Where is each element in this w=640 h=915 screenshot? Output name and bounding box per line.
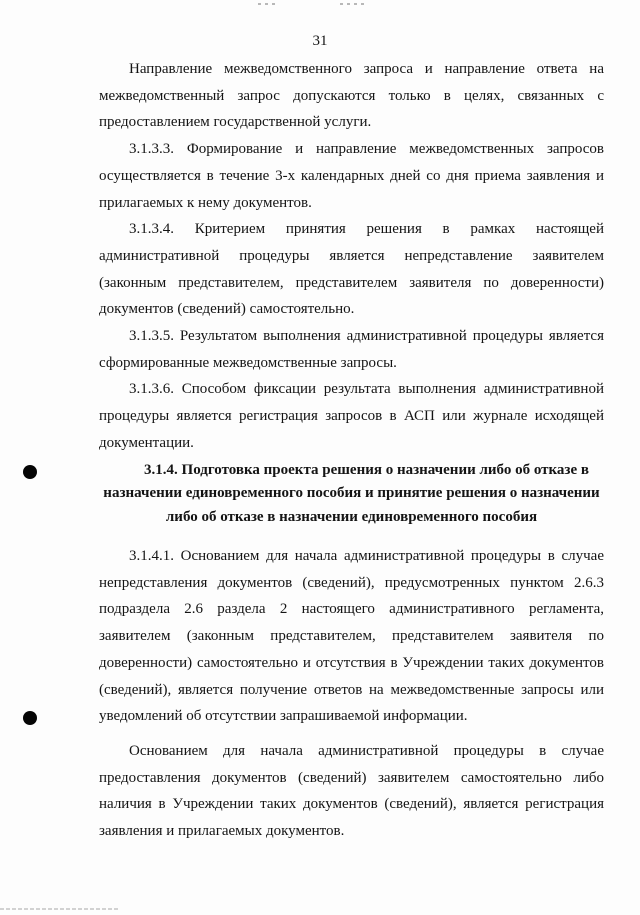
paragraph-basis-self-submission: Основанием для начала административной процедуры в случае предоставления документов (сведений) заявителем самостоятельно либо наличия в Учреждении таких документов (сведений), является регистрация заявления и прилагаемых документов. [99, 742, 604, 840]
paragraph-3-1-3-6: 3.1.3.6. Способом фиксации результата выполнения административной процедуры является регистрация запросов в АСП или журнале исходящей документации. [99, 381, 604, 451]
punch-hole-mark-lower [23, 711, 37, 725]
page-number: 31 [312, 33, 328, 49]
paragraph-3-1-3-4: 3.1.3.4. Критерием принятия решения в рамках настоящей административной процедуры является непредставление заявителем (законным представителем, представителем заявителя по доверенности) документов (сведений) самостоятельно. [99, 221, 604, 318]
scan-artifact-top-right [340, 3, 366, 5]
scan-artifact-top-left [258, 3, 278, 5]
paragraph-interagency-request-purpose: Направление межведомственного запроса и направление ответа на межведомственный запрос допускаются только в целях, связанных с предоставлением государственной услуги. [99, 61, 604, 131]
punch-hole-mark-upper [23, 465, 37, 479]
paragraph-3-1-3-3: 3.1.3.3. Формирование и направление межведомственных запросов осуществляется в течение 3-х календарных дней со дня приема заявления и прилагаемых к нему документов. [99, 141, 604, 211]
section-heading-3-1-4: 3.1.4. Подготовка проекта решения о назначении либо об отказе в назначении единовременного пособия и принятие решения о назначении либо об отказе в назначении единовременного пособия [103, 461, 600, 525]
paragraph-3-1-3-5: 3.1.3.5. Результатом выполнения административной процедуры является сформированные межведомственные запросы. [99, 328, 604, 371]
paragraph-spacer [99, 730, 604, 738]
document-body [99, 56, 604, 845]
scan-artifact-bottom [0, 908, 120, 910]
paragraph-3-1-4-1: 3.1.4.1. Основанием для начала административной процедуры в случае непредставления документов (сведений), предусмотренных пунктом 2.6.3 подраздела 2.6 раздела 2 настоящего административного регламента, заявителем (законным представителем, представителем заявителя по доверенности) самостоятельно и отсутствия в Учреждении таких документов (сведений), является получение ответов на межведомственные запросы или уведомлений об отсутствии запрашиваемой информации. [99, 548, 604, 725]
